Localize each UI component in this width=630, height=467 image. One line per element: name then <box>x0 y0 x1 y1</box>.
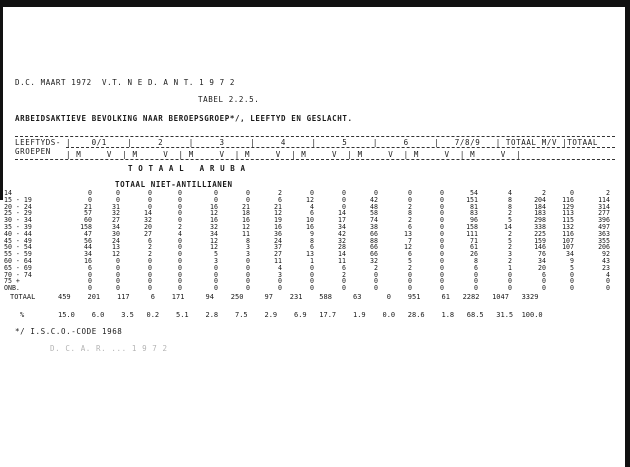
col-4-v: 0 12 4 6 10 16 9 8 6 13 1 0 0 0 0 <box>306 189 314 293</box>
table-number: TABEL 2.2.5. <box>198 95 260 104</box>
totaal-label: TOTAAL <box>10 293 36 301</box>
group-header-row: | 0/1 | 2 | 3 | 4 | 5 | 6 | 7/8/9 | TOTAAL M/V |TOTAAL <box>66 138 598 147</box>
col-2-m: 0 0 0 14 32 20 27 6 2 2 0 0 0 0 0 <box>144 189 152 293</box>
age-group-label-2: GROEPEN <box>15 147 51 156</box>
col-3-v: 0 0 21 18 16 12 11 8 3 3 0 0 0 0 0 <box>242 189 250 293</box>
section-aruba: T O T A A L A R U B A <box>128 164 246 173</box>
col-totaal-m: 2 204 184 183 298 338 225 159 146 76 34 20 6 0 0 <box>534 189 546 293</box>
totaal-row: 459 201 117 6 171 94 250 97 231 588 63 0 951 61 2282 1047 3329 <box>58 293 539 301</box>
rule-top <box>15 136 615 137</box>
col-2-v: 0 0 0 0 0 2 4 0 0 0 0 0 0 0 0 <box>178 189 182 293</box>
section-niet-antillianen: TOTAAL NIET-ANTILLIANEN <box>115 180 233 189</box>
col-789-m: 54 151 81 83 96 158 111 71 61 26 8 6 0 0 0 <box>466 189 478 293</box>
col-totaal: 2 114 314 277 396 497 363 355 206 92 43 23 4 0 0 <box>598 189 610 293</box>
header-source: D.C. MAART 1972 V.T. N E D. A N T. 1 9 7 2 <box>15 78 235 87</box>
bleed-through-line: D. C. A. R. ... 1 9 7 2 <box>50 344 168 353</box>
sex-header-row: | M V | M V | M V | M V | M V | M V | M V | M V | <box>66 150 522 159</box>
col-789-v: 4 8 8 2 5 14 2 5 2 3 2 1 0 0 0 <box>504 189 512 293</box>
col-01-m: 0 0 21 57 60 158 47 56 44 34 16 6 0 0 0 <box>80 189 92 293</box>
percent-row: 15.0 6.0 3.5 0.2 5.1 2.8 7.5 2.9 6.9 17.7 1.9 0.0 28.6 1.8 68.5 31.5 100.0 <box>58 311 543 319</box>
col-3-m: 0 0 16 12 16 32 34 12 12 5 3 0 0 0 0 <box>210 189 218 293</box>
col-6-v: 0 0 0 0 0 0 0 0 0 0 0 0 0 0 0 <box>440 189 444 293</box>
percent-label: % <box>20 311 25 319</box>
scan-border-left <box>0 0 3 200</box>
col-6-m: 0 0 2 8 2 6 13 7 12 6 5 2 0 0 0 <box>404 189 412 293</box>
rule-sub <box>15 159 615 160</box>
scan-border-right <box>625 0 630 467</box>
col-totaal-v: 0 116 129 113 115 132 116 107 107 34 9 5 0 0 0 <box>562 189 574 293</box>
col-01-v: 0 0 31 32 27 34 30 24 13 12 0 0 0 0 0 <box>112 189 120 293</box>
rule-mid <box>66 147 615 148</box>
age-group-label-1: LEEFTYDS- <box>15 138 62 147</box>
page-title: ARBEIDSAKTIEVE BEVOLKING NAAR BEROEPSGROEP*/, LEEFTYD EN GESLACHT. <box>15 114 353 123</box>
footnote: */ I.S.C.O.-CODE 1968 <box>15 327 123 336</box>
scan-border-top <box>0 0 630 7</box>
col-5-v: 0 42 48 58 74 38 66 88 66 66 32 2 0 0 0 <box>370 189 378 293</box>
col-5-m: 0 0 0 14 17 34 42 32 28 14 11 6 2 0 0 <box>338 189 346 293</box>
col-4-m: 2 6 21 12 19 16 36 24 37 27 11 4 3 0 0 <box>274 189 282 293</box>
age-labels: 14 15 - 19 20 - 24 25 - 29 30 - 34 35 - 39 40 - 44 45 - 49 50 - 54 55 - 59 60 - 64 65 - 69 70 - 74 75 + ONB. <box>4 189 32 293</box>
